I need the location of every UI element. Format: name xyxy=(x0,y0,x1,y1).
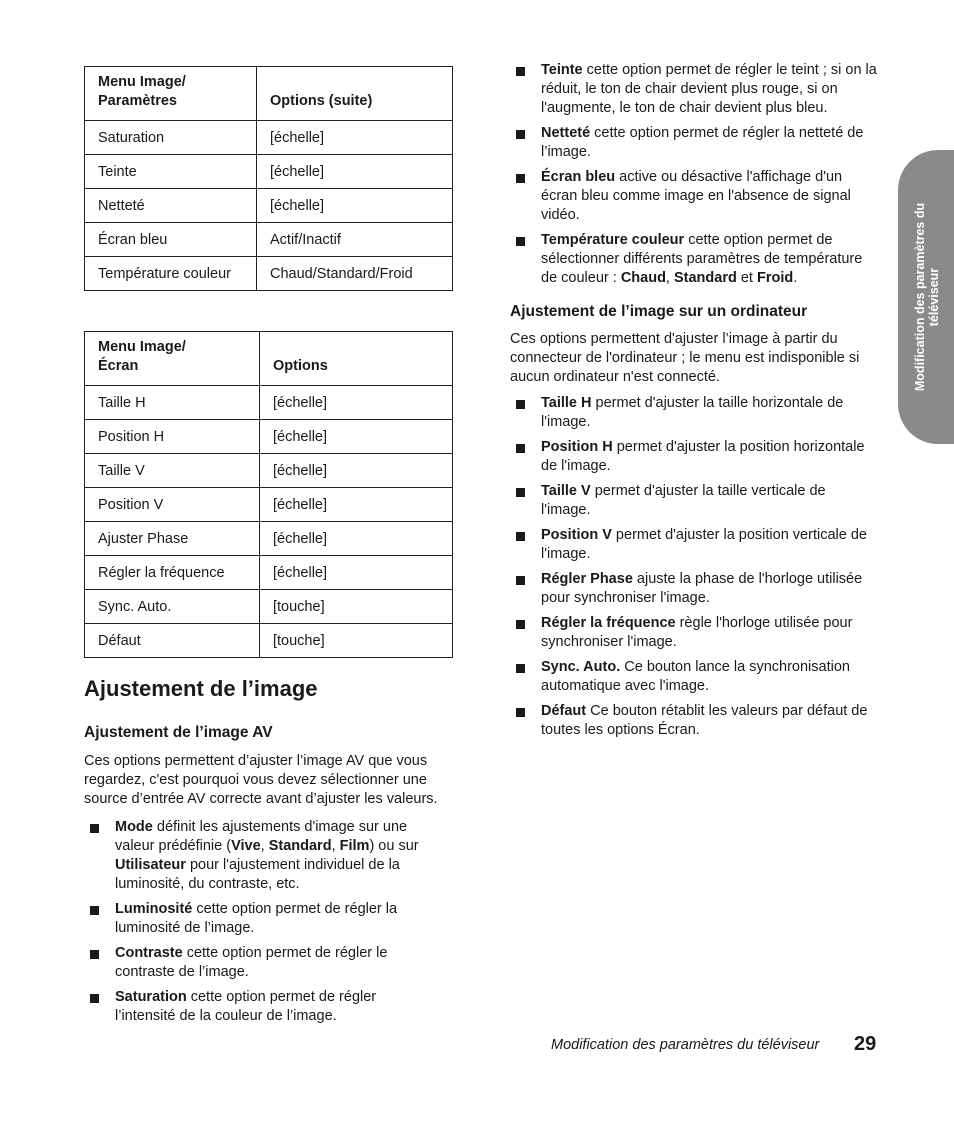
list-item-term: Position H xyxy=(541,439,613,455)
table-header-row xyxy=(85,67,453,121)
list-item: Défaut Ce bouton rétablit les valeurs par défaut de toutes les options Écran. xyxy=(510,702,878,740)
table-cell-setting: Régler la fréquence xyxy=(85,556,260,590)
list-item: Régler la fréquence règle l'horloge utilisée pour synchroniser l'image. xyxy=(510,614,878,652)
list-item: Taille V permet d'ajuster la taille verticale de l'image. xyxy=(510,482,878,520)
list-item-term: Contraste xyxy=(115,945,183,961)
square-bullet-icon xyxy=(516,620,525,629)
table-cell-setting: Netteté xyxy=(85,189,257,223)
list-item-term: Régler Phase xyxy=(541,571,633,587)
table-header-options: Options (suite) xyxy=(257,67,453,121)
list-item: Saturation cette option permet de régler l’intensité de la couleur de l’image. xyxy=(84,988,440,1026)
table-cell-option: [échelle] xyxy=(260,420,453,454)
table-cell-option: [touche] xyxy=(260,624,453,658)
pc-heading: Ajustement de l’image sur un ordinateur xyxy=(510,303,808,320)
list-item: Luminosité cette option permet de régler la luminosité de l’image. xyxy=(84,900,440,938)
list-item: Sync. Auto. Ce bouton lance la synchronisation automatique avec l'image. xyxy=(510,658,878,696)
table-row xyxy=(85,590,453,624)
table-cell-setting: Saturation xyxy=(85,121,257,155)
table-cell-option: Chaud/Standard/Froid xyxy=(257,257,453,291)
inline-bold-term: Standard xyxy=(268,838,332,854)
table-cell-setting: Ajuster Phase xyxy=(85,522,260,556)
list-item: Taille H permet d'ajuster la taille horizontale de l'image. xyxy=(510,394,878,432)
av-bullet-list-continued xyxy=(510,61,878,294)
pc-intro: Ces options permettent d'ajuster l’image à partir du connecteur de l'ordinateur ; le menu est indisponible si aucun ordinateur n'est connecté. xyxy=(510,331,860,385)
table-header-options: Options xyxy=(260,332,453,386)
square-bullet-icon xyxy=(516,708,525,717)
list-item-term: Régler la fréquence xyxy=(541,615,676,631)
square-bullet-icon xyxy=(516,444,525,453)
list-item: Régler Phase ajuste la phase de l'horloge utilisée pour synchroniser l'image. xyxy=(510,570,878,608)
inline-bold-term: Film xyxy=(339,838,370,854)
square-bullet-icon xyxy=(516,130,525,139)
square-bullet-icon xyxy=(90,824,99,833)
list-item-term: Teinte xyxy=(541,62,583,78)
pc-bullet-list xyxy=(510,394,878,746)
square-bullet-icon xyxy=(90,906,99,915)
square-bullet-icon xyxy=(90,994,99,1003)
table-row xyxy=(85,121,453,155)
table-image-ecran xyxy=(84,331,453,658)
av-intro: Ces options permettent d’ajuster l’image AV que vous regardez, c'est pourquoi vous devez sélectionner une source d’entrée AV correcte avant d’ajuster les valeurs. xyxy=(84,753,438,807)
table-row xyxy=(85,386,453,420)
list-item-term: Netteté xyxy=(541,125,591,141)
square-bullet-icon xyxy=(516,664,525,673)
table-row xyxy=(85,155,453,189)
table-cell-option: [échelle] xyxy=(260,556,453,590)
table-row xyxy=(85,556,453,590)
chapter-side-tab-label: Modification des paramètres du téléviseur xyxy=(913,202,941,392)
list-item-term: Saturation xyxy=(115,989,187,1005)
list-item-term: Écran bleu xyxy=(541,169,616,185)
list-item: Netteté cette option permet de régler la netteté de l’image. xyxy=(510,124,878,162)
table-cell-option: [échelle] xyxy=(257,155,453,189)
list-item: Température couleur cette option permet de sélectionner différents paramètres de température de couleur : Chaud, Standard et Froid. xyxy=(510,231,878,288)
list-item-term: Position V xyxy=(541,527,612,543)
square-bullet-icon xyxy=(516,488,525,497)
table-cell-setting: Taille V xyxy=(85,454,260,488)
list-item-term: Température couleur xyxy=(541,232,685,248)
square-bullet-icon xyxy=(516,67,525,76)
table-row xyxy=(85,189,453,223)
footer-chapter-title: Modification des paramètres du téléviseur xyxy=(551,1037,820,1053)
table-row xyxy=(85,420,453,454)
table-cell-option: [échelle] xyxy=(260,488,453,522)
list-item-term: Taille V xyxy=(541,483,591,499)
table-cell-option: [échelle] xyxy=(260,522,453,556)
av-bullet-list xyxy=(84,818,440,1032)
list-item: Mode définit les ajustements d'image sur une valeur prédéfinie (Vive, Standard, Film) ou sur Utilisateur pour l'ajustement individuel de la luminosité, du contraste, etc. xyxy=(84,818,440,894)
table-cell-option: [touche] xyxy=(260,590,453,624)
inline-bold-term: Chaud xyxy=(620,270,666,286)
table-row xyxy=(85,488,453,522)
list-item: Position H permet d'ajuster la position horizontale de l'image. xyxy=(510,438,878,476)
list-item-term: Luminosité xyxy=(115,901,193,917)
list-item: Teinte cette option permet de régler le teint ; si on la réduit, le ton de chair devient plus rouge, si on l'augmente, le ton de chair devient plus bleu. xyxy=(510,61,878,118)
table-header-row xyxy=(85,332,453,386)
table-header-menu: Menu Image/ Écran xyxy=(85,332,260,386)
table-cell-setting: Défaut xyxy=(85,624,260,658)
list-item-term: Défaut xyxy=(541,703,587,719)
table-row xyxy=(85,522,453,556)
list-item-term: Taille H xyxy=(541,395,592,411)
table-body xyxy=(85,386,453,658)
square-bullet-icon xyxy=(516,174,525,183)
table-cell-setting: Sync. Auto. xyxy=(85,590,260,624)
square-bullet-icon xyxy=(516,237,525,246)
table-image-parametres xyxy=(84,66,453,291)
table-cell-option: [échelle] xyxy=(260,386,453,420)
table-cell-setting: Teinte xyxy=(85,155,257,189)
list-item: Écran bleu active ou désactive l'affichage d'un écran bleu comme image en l'absence de signal vidéo. xyxy=(510,168,878,225)
table-cell-setting: Écran bleu xyxy=(85,223,257,257)
table-cell-setting: Position H xyxy=(85,420,260,454)
list-item: Contraste cette option permet de régler le contraste de l’image. xyxy=(84,944,440,982)
list-item-term: Sync. Auto. xyxy=(541,659,621,675)
table-cell-option: [échelle] xyxy=(260,454,453,488)
table-row xyxy=(85,257,453,291)
inline-bold-term: Utilisateur xyxy=(115,857,186,873)
inline-bold-term: Froid xyxy=(756,270,794,286)
square-bullet-icon xyxy=(90,950,99,959)
table-cell-option: [échelle] xyxy=(257,121,453,155)
table-cell-setting: Température couleur xyxy=(85,257,257,291)
table-row xyxy=(85,454,453,488)
square-bullet-icon xyxy=(516,576,525,585)
table-row xyxy=(85,624,453,658)
square-bullet-icon xyxy=(516,400,525,409)
list-item: Position V permet d'ajuster la position verticale de l'image. xyxy=(510,526,878,564)
table-cell-setting: Taille H xyxy=(85,386,260,420)
section-title: Ajustement de l’image xyxy=(84,676,318,701)
table-header-menu: Menu Image/ Paramètres xyxy=(85,67,257,121)
square-bullet-icon xyxy=(516,532,525,541)
table-cell-option: Actif/Inactif xyxy=(257,223,453,257)
table-cell-option: [échelle] xyxy=(257,189,453,223)
inline-bold-term: Standard xyxy=(673,270,737,286)
inline-bold-term: Vive xyxy=(231,838,261,854)
table-cell-setting: Position V xyxy=(85,488,260,522)
list-item-term: Mode xyxy=(115,819,153,835)
av-heading: Ajustement de l’image AV xyxy=(84,724,273,741)
table-body xyxy=(85,121,453,291)
table-row xyxy=(85,223,453,257)
page-number: 29 xyxy=(854,1033,877,1055)
